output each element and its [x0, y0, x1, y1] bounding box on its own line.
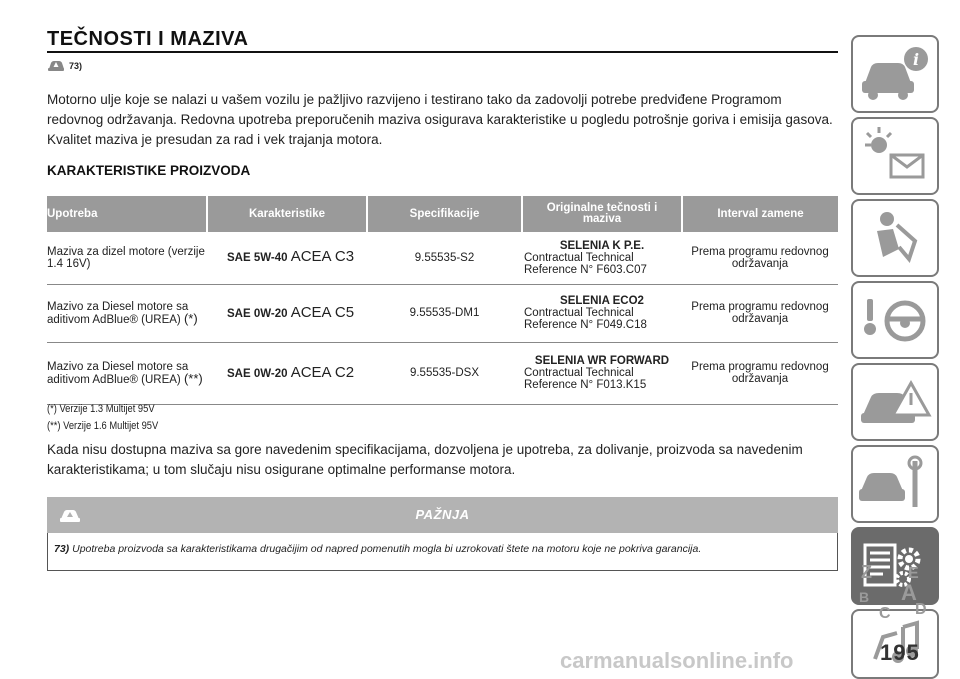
warning-box: [47, 497, 838, 577]
table-row: [47, 232, 838, 284]
sae-grade: SAE 0W-20: [227, 307, 288, 320]
warning-triangle-car-icon: [853, 365, 937, 439]
header-usage: Upotreba: [47, 196, 207, 232]
header-characteristics: Karakteristike: [207, 196, 367, 232]
svg-text:C: C: [879, 605, 891, 622]
lubricant-table: [47, 196, 838, 405]
svg-text:A: A: [901, 580, 917, 605]
header-interval: Interval zamene: [682, 196, 838, 232]
interval-cell: Prema programu redovnog održavanja: [682, 232, 838, 284]
table-header-row: [47, 196, 838, 232]
characteristics-cell: [207, 284, 367, 342]
warning-header: [47, 497, 838, 533]
car-warning-icon: [47, 58, 65, 74]
footnote-1: (*) Verzije 1.3 Multijet 95V: [47, 403, 155, 415]
tab-driving[interactable]: [851, 281, 939, 359]
warning-ref: 73): [54, 543, 70, 555]
reference-line: Reference N° F049.C18: [524, 319, 647, 331]
tab-dashboard[interactable]: [851, 117, 939, 195]
reference-line: Reference N° F013.K15: [524, 379, 647, 391]
page-number: 195: [880, 640, 920, 665]
watermark: carmanualsonline.info: [560, 648, 794, 673]
car-maintenance-icon: [853, 447, 937, 521]
contract-line: Contractual Technical: [524, 251, 634, 264]
acea-class: ACEA C2: [290, 363, 355, 381]
specification-cell: 9.55535-DM1: [367, 284, 522, 342]
index-letters-icon: [853, 556, 939, 626]
characteristics-cell: [207, 342, 367, 404]
warning-body: [47, 533, 838, 571]
table-row: [47, 284, 838, 342]
usage-cell: Mazivo za Diesel motore sa aditivom AdBlue® (UREA) (**): [47, 342, 207, 404]
svg-text:D: D: [915, 601, 927, 618]
svg-text:E: E: [908, 565, 919, 582]
sae-grade: SAE 5W-40: [227, 252, 288, 265]
header-original-fluids: Originalne tečnosti i maziva: [522, 196, 682, 232]
page-title: TEČNOSTI I MAZIVA: [47, 28, 249, 50]
table-row: [47, 342, 838, 404]
characteristics-cell: [207, 232, 367, 284]
interval-cell: Prema programu redovnog održavanja: [682, 284, 838, 342]
usage-cell: Maziva za dizel motore (verzije 1.4 16V): [47, 232, 207, 284]
svg-text:Z: Z: [861, 562, 872, 582]
section-heading: KARAKTERISTIKE PROIZVODA: [47, 163, 251, 178]
footnote-2: (**) Verzije 1.6 Multijet 95V: [47, 420, 159, 432]
closing-paragraph: Kada nisu dostupna maziva sa gore navedenim specifikacijama, dozvoljena je upotreba, za dolivanje, proizvoda sa navedenim karakteristikama; u tom slučaju nisu osigurane optimalne performanse motora.: [47, 442, 803, 477]
tab-maintenance[interactable]: [851, 445, 939, 523]
top-ref-number: 73): [69, 61, 83, 71]
safety-airbag-icon: [853, 201, 937, 275]
usage-cell: Mazivo za Diesel motore sa aditivom AdBlue® (UREA) (*): [47, 284, 207, 342]
product-name: SELENIA WR FORWARD: [534, 355, 670, 367]
top-warning-ref: [47, 58, 82, 74]
product-name: SELENIA ECO2: [560, 295, 644, 307]
warning-text: Upotreba proizvoda sa karakteristikama drugačijim od napred pomenutih mogla bi uzrokovati štete na motoru koje ne pokriva garancija.: [72, 543, 702, 555]
dashboard-lights-icon: [853, 119, 937, 193]
usage-note: (*): [183, 310, 198, 326]
tab-car-info[interactable]: [851, 35, 939, 113]
original-product-cell: [522, 284, 682, 342]
contract-line: Contractual Technical: [524, 367, 634, 379]
original-product-cell: [522, 232, 682, 284]
tab-emergency[interactable]: [851, 363, 939, 441]
interval-cell: Prema programu redovnog održavanja: [682, 342, 838, 404]
tab-safety[interactable]: [851, 199, 939, 277]
specification-cell: 9.55535-S2: [367, 232, 522, 284]
specification-cell: 9.55535-DSX: [367, 342, 522, 404]
warning-title: PAŽNJA: [415, 507, 470, 522]
title-rule: [47, 51, 838, 53]
contract-line: Contractual Technical: [524, 307, 634, 319]
usage-note: (**): [183, 370, 203, 386]
steering-wheel-icon: [853, 283, 937, 357]
product-name: SELENIA K P.E.: [559, 239, 645, 252]
svg-text:i: i: [912, 50, 920, 69]
intro-paragraph: Motorno ulje koje se nalazi u vašem vozilu je pažljivo razvijeno i testirano tako da zadovolji potrebe predviđene Programom redovnog održavanja. Redovna upotreba preporučenih maziva osigurava karakteristike u pogledu potrošnje goriva i emisija gasova. Kvalitet maziva je presudan za rad i vek trajanja motora.: [47, 92, 833, 147]
car-info-icon: [853, 37, 937, 111]
header-specifications: Specifikacije: [367, 196, 522, 232]
acea-class: ACEA C5: [290, 303, 355, 321]
svg-text:B: B: [859, 589, 870, 605]
reference-line: Reference N° F603.C07: [524, 263, 647, 276]
original-product-cell: [522, 342, 682, 404]
sae-grade: SAE 0W-20: [227, 367, 288, 380]
acea-class: ACEA C3: [290, 248, 355, 266]
